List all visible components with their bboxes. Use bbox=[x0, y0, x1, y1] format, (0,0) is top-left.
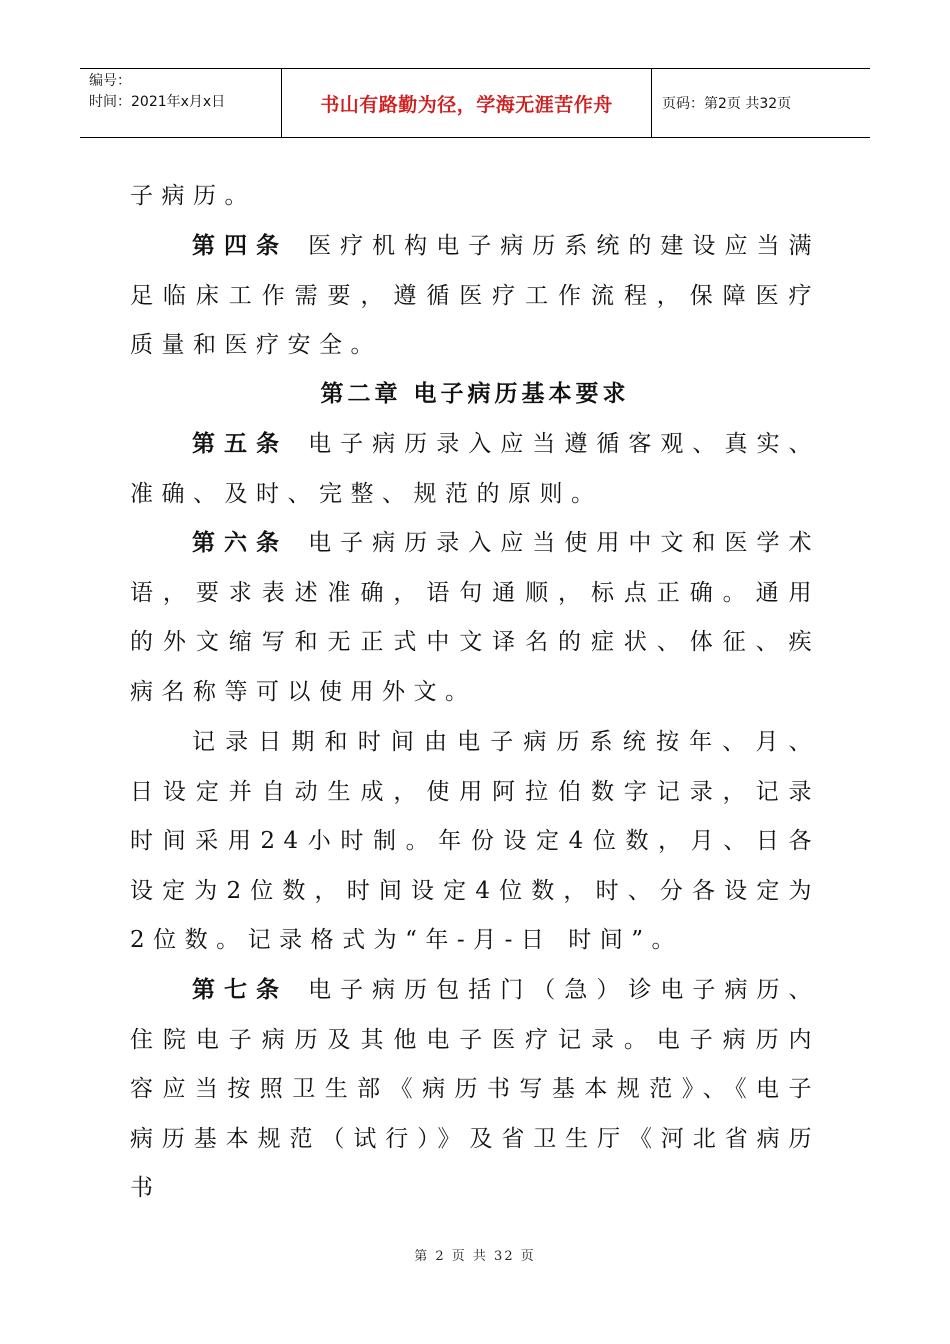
article-4 bbox=[130, 222, 820, 371]
article-6-text: 电子病历录入应当使用中文和医学术语，要求表述准确，语句通顺，标点正确。通用的外文缩写和无正式中文译名的症状、体征、疾病名称等可以使用外文。 bbox=[130, 530, 821, 705]
header-motto: 书山有路勤为径，学海无涯苦作舟 bbox=[282, 69, 652, 137]
article-6 bbox=[130, 519, 820, 717]
article-5 bbox=[130, 420, 820, 519]
document-time-label: 时间：2021年x月x日 bbox=[89, 94, 226, 110]
article-7-heading: 第七条 bbox=[192, 977, 289, 1003]
paragraph-date-format: 记录日期和时间由电子病历系统按年、月、日设定并自动生成，使用阿拉伯数字记录，记录时间采用24小时制。年份设定4位数，月、日各设定为2位数，时间设定4位数，时、分各设定为2位数。记录格式为“年-月-日 时间”。 bbox=[130, 729, 820, 953]
page-footer: 第 2 页 共 32 页 bbox=[414, 1249, 536, 1264]
article-7-text: 电子病历包括门（急）诊电子病历、住院电子病历及其他电子医疗记录。电子病历内容应当按照卫生部《病历书写基本规范》、《电子病历基本规范（试行）》及省卫生厅《河北省病历书 bbox=[130, 977, 821, 1201]
article-6-heading: 第六条 bbox=[192, 530, 289, 556]
header-page-info: 页码：第2页 共32页 bbox=[662, 96, 792, 112]
document-number-label: 编号： bbox=[89, 73, 131, 89]
article-5-heading: 第五条 bbox=[192, 431, 289, 457]
article-4-heading: 第四条 bbox=[192, 233, 289, 259]
article-7 bbox=[130, 966, 820, 1214]
header-meta-cell bbox=[80, 69, 282, 137]
article-4-text: 医疗机构电子病历系统的建设应当满足临床工作需要，遵循医疗工作流程，保障医疗质量和医疗安全。 bbox=[130, 233, 821, 358]
page-header bbox=[80, 68, 870, 138]
article-5-text: 电子病历录入应当遵循客观、真实、准确、及时、完整、规范的原则。 bbox=[130, 431, 821, 507]
chapter-2-heading: 第二章 电子病历基本要求 bbox=[320, 381, 630, 407]
paragraph-continuation: 子病历。 bbox=[130, 183, 256, 209]
